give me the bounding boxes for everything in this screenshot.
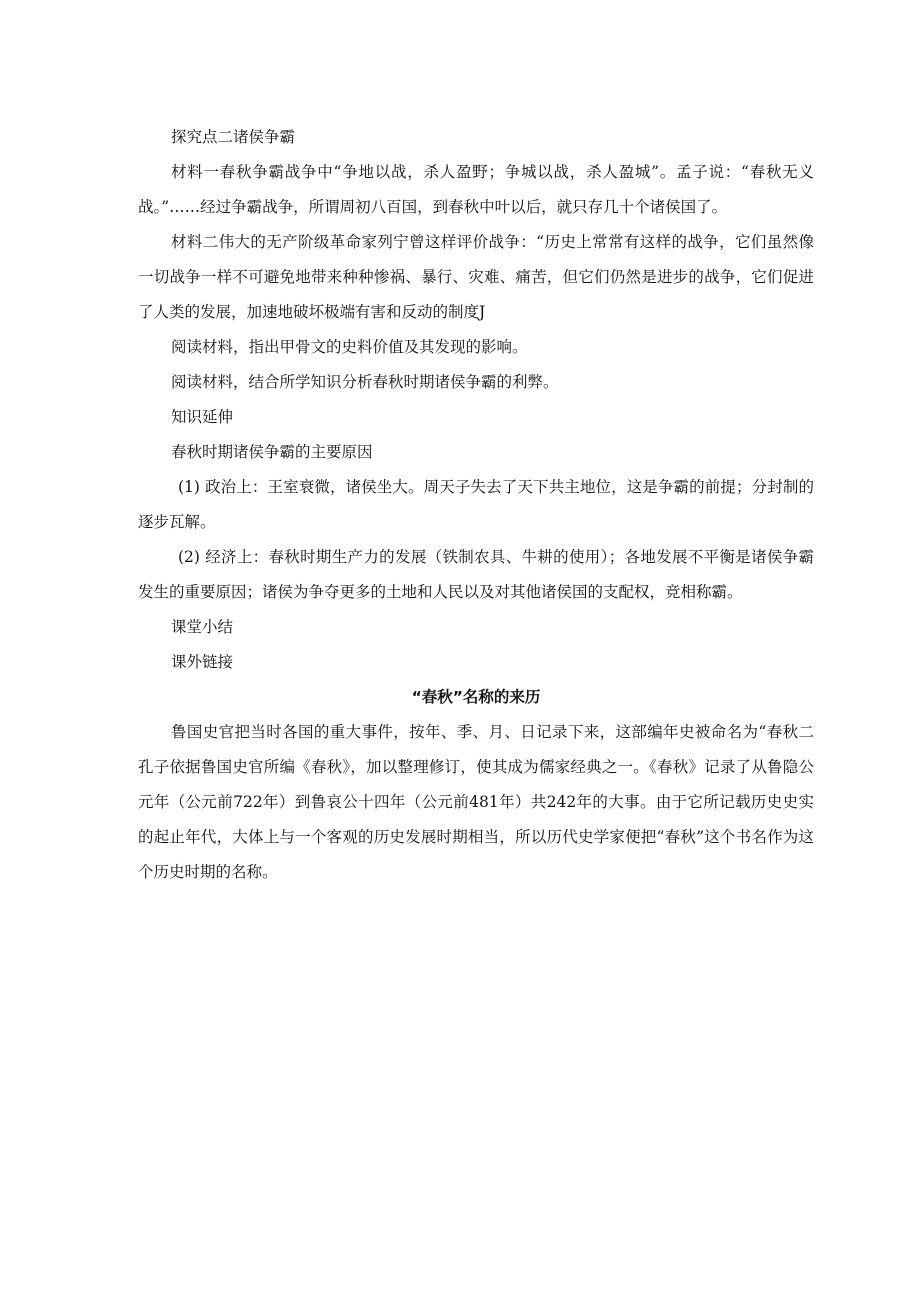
- section-title: 探究点二诸侯争霸: [171, 128, 296, 146]
- links-heading: 课外链接: [171, 653, 234, 671]
- question-one: 阅读材料，指出甲骨文的史料价值及其发现的影响。: [171, 338, 528, 356]
- material-two-paragraph: 材料二伟大的无产阶级革命家列宁曾这样评价战争：“历史上常常有这样的战争，它们虽然像一切战争一样不可避免地带来种种惨祸、暴行、灾难、痛苦，但它们仍然是进步的战争，它们促进了人类的发展，加速地破坏极端有害和反动的制度J: [138, 233, 814, 321]
- causes-heading: 春秋时期诸侯争霸的主要原因: [171, 443, 373, 461]
- question-two: 阅读材料，结合所学知识分析春秋时期诸侯争霸的利弊。: [171, 373, 559, 391]
- material-one-paragraph: 材料一春秋争霸战争中“争地以战，杀人盈野；争城以战，杀人盈城”。孟子说：“春秋无义战。”……经过争霸战争，所谓周初八百国，到春秋中叶以后，就只存几十个诸侯国了。: [138, 163, 814, 216]
- article-title: “春秋”名称的来历: [411, 688, 541, 706]
- cause-political: (1) 政治上：王室衰微，诸侯坐大。周天子失去了天下共主地位，这是争霸的前提；分封制的逐步瓦解。: [138, 478, 814, 531]
- summary-heading: 课堂小结: [171, 618, 234, 636]
- knowledge-heading: 知识延伸: [171, 408, 234, 426]
- article-body: 鲁国史官把当时各国的重大事件，按年、季、月、日记录下来，这部编年史被命名为“春秋二孔子依据鲁国史官所编《春秋》，加以整理修订，使其成为儒家经典之一。《春秋》记录了从鲁隐公元年（公元前722年）到鲁哀公十四年（公元前481年）共242年的大事。由于它所记载历史史实的起止年代，大体上与一个客观的历史发展时期相当，所以历代史学家便把“春秋”这个书名作为这个历史时期的名称。: [138, 723, 814, 881]
- cause-economic: (2) 经济上：春秋时期生产力的发展（铁制农具、牛耕的使用）；各地发展不平衡是诸侯争霸发生的重要原因；诸侯为争夺更多的土地和人民以及对其他诸侯国的支配权，竞相称霸。: [138, 548, 814, 601]
- document-page: [138, 120, 814, 890]
